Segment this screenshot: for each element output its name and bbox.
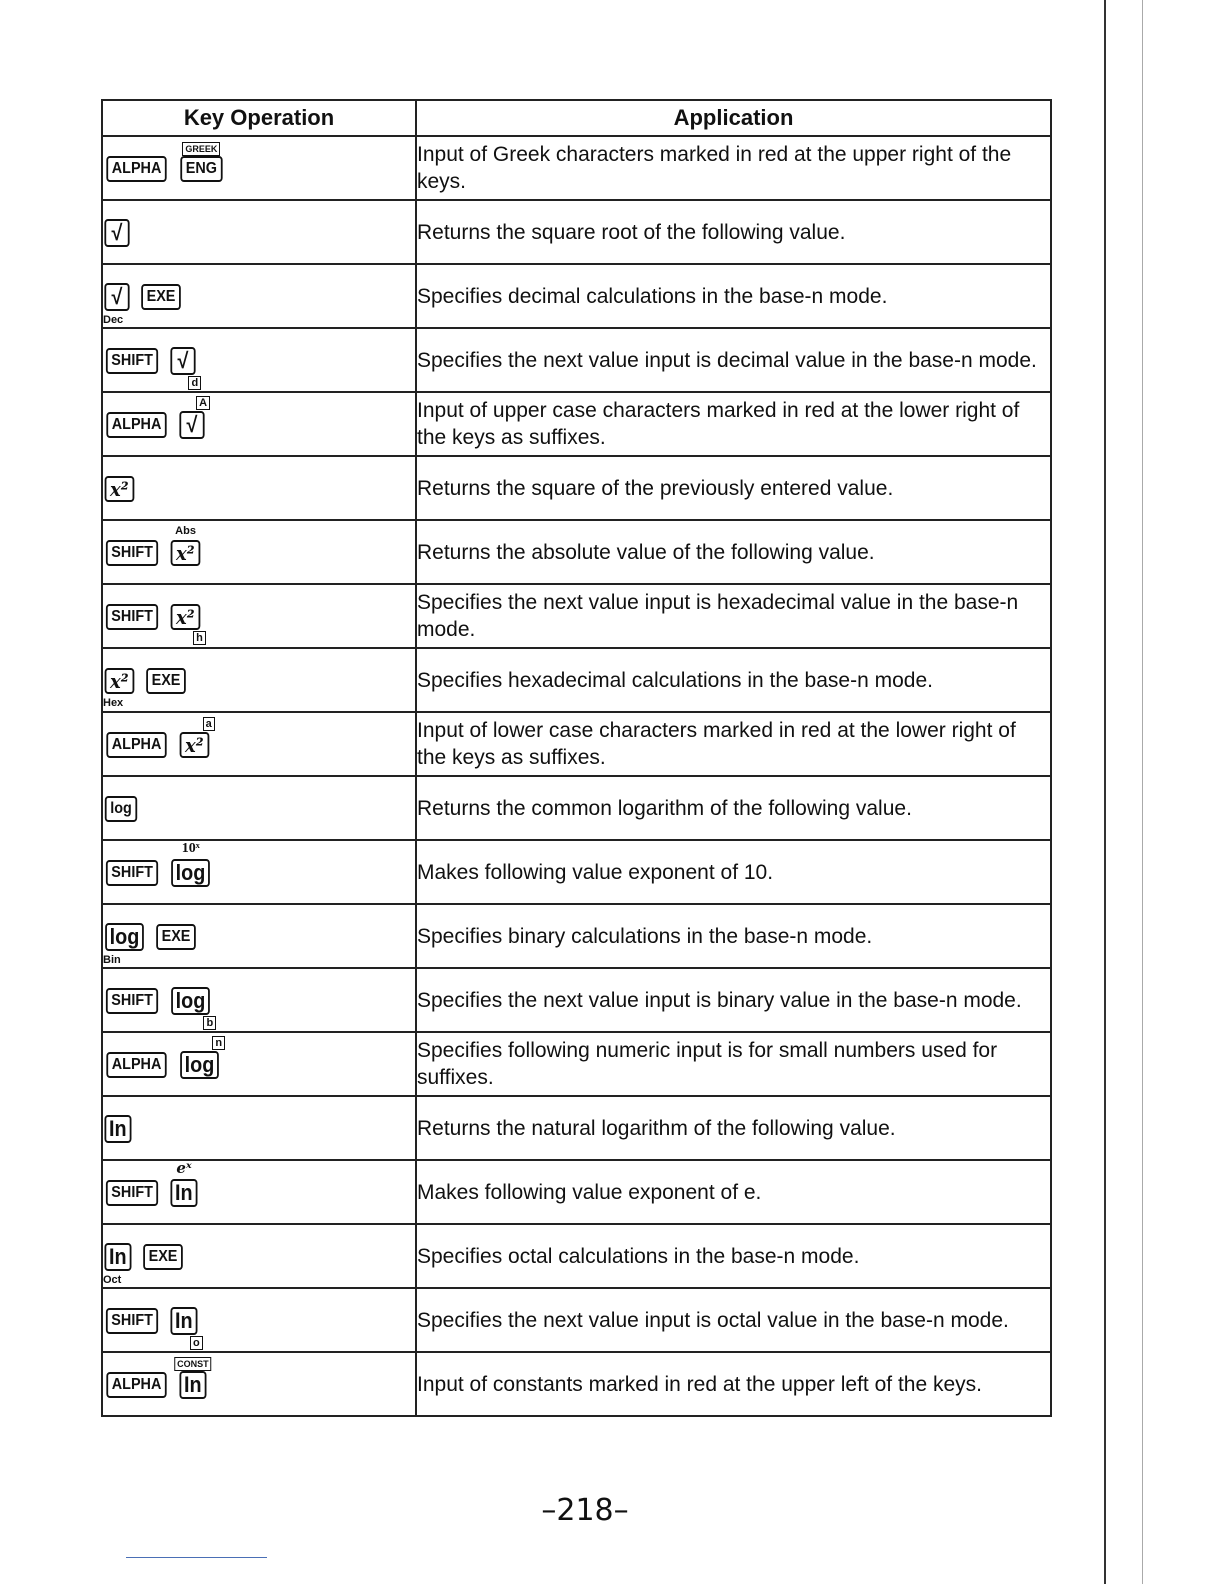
key-sequence-cell [102, 648, 416, 712]
calculator-key: In [104, 1115, 131, 1143]
base-mode-label: Oct [103, 1274, 122, 1286]
calculator-key: x² [171, 540, 200, 566]
key-sequence-cell [102, 840, 416, 904]
key-wrapper [103, 780, 139, 836]
calculator-key: SHIFT [106, 1308, 158, 1334]
application-description: Specifies the next value input is hexadecimal value in the base-n mode. [416, 584, 1051, 648]
key-wrapper [169, 1159, 199, 1221]
calculator-key: ALPHA [106, 1372, 166, 1398]
key-sequence [103, 1227, 415, 1285]
key-sequence [103, 652, 415, 708]
application-description: Input of constants marked in red at the upper left of the keys. [416, 1352, 1051, 1416]
key-sequence-cell [102, 200, 416, 264]
calculator-key: EXE [146, 668, 186, 694]
application-description: Specifies hexadecimal calculations in the base-n mode. [416, 648, 1051, 712]
key-wrapper [144, 652, 188, 708]
key-sequence-cell [102, 1032, 416, 1096]
table-row [102, 456, 1051, 520]
calculator-key: In [104, 1243, 131, 1271]
key-sequence-cell [102, 520, 416, 584]
key-wrapper [141, 1228, 185, 1284]
calculator-key: ALPHA [106, 412, 166, 438]
calculator-key: ALPHA [106, 732, 166, 758]
table-body [102, 136, 1051, 1416]
key-wrapper [103, 460, 136, 516]
key-sequence-cell [102, 1096, 416, 1160]
key-sequence [103, 1291, 415, 1349]
base-mode-label: Bin [103, 954, 121, 966]
calculator-key: x² [180, 732, 209, 758]
calculator-key: x² [105, 668, 134, 694]
calculator-key: In [180, 1371, 207, 1399]
suffix-letter-label: n [212, 1036, 225, 1050]
key-sequence [103, 971, 415, 1029]
calculator-key: SHIFT [106, 604, 158, 630]
calculator-key: ENG [180, 156, 222, 182]
key-sequence [103, 524, 415, 580]
table-row [102, 264, 1051, 328]
application-description: Specifies the next value input is decimal value in the base-n mode. [416, 328, 1051, 392]
key-sequence-cell [102, 1352, 416, 1416]
table-row [102, 520, 1051, 584]
application-description: Returns the square root of the following value. [416, 200, 1051, 264]
key-sequence-cell [102, 456, 416, 520]
key-sequence-cell [102, 392, 416, 456]
application-description: Makes following value exponent of 10. [416, 840, 1051, 904]
header-application: Application [416, 100, 1051, 136]
key-sequence [103, 1355, 415, 1413]
key-sequence-cell [102, 1288, 416, 1352]
alpha-function-label: CONST [174, 1357, 212, 1371]
margin-rule-faint [1142, 0, 1143, 1584]
key-sequence-cell [102, 328, 416, 392]
key-wrapper [178, 1355, 208, 1413]
calculator-key: SHIFT [106, 860, 158, 886]
calculator-key: In [171, 1307, 198, 1335]
calculator-key: log [171, 987, 210, 1015]
key-wrapper [103, 716, 170, 772]
key-sequence [103, 331, 415, 389]
application-description: Returns the absolute value of the following value. [416, 520, 1051, 584]
table-row [102, 776, 1051, 840]
suffix-letter-label: A [196, 396, 210, 410]
suffix-letter-label: d [188, 376, 201, 390]
alpha-function-label: GREEK [182, 142, 220, 156]
key-sequence [103, 267, 415, 325]
application-description: Input of Greek characters marked in red at the upper right of the keys. [416, 136, 1051, 200]
key-sequence [103, 203, 415, 261]
calculator-key: ALPHA [106, 1052, 166, 1078]
shift-function-label: Abs [175, 525, 196, 537]
application-description: Specifies octal calculations in the base-n mode. [416, 1224, 1051, 1288]
key-wrapper [154, 908, 198, 964]
key-wrapper [139, 268, 183, 324]
key-sequence [103, 780, 415, 836]
calculator-key: log [180, 1051, 219, 1079]
base-mode-label: Dec [103, 314, 124, 326]
application-description: Input of upper case characters marked in red at the lower right of the keys as suffixes. [416, 392, 1051, 456]
table-row [102, 840, 1051, 904]
shift-function-label: eˣ [176, 1159, 192, 1177]
key-sequence [103, 140, 415, 196]
suffix-letter-label: h [193, 631, 206, 645]
key-wrapper [103, 907, 146, 965]
header-key-operation: Key Operation [102, 100, 416, 136]
base-mode-label: Hex [103, 697, 124, 709]
key-wrapper [103, 1292, 161, 1348]
shift-function-label: 10ˣ [181, 841, 200, 856]
key-wrapper [169, 524, 202, 580]
key-sequence-cell [102, 584, 416, 648]
table-row [102, 648, 1051, 712]
key-wrapper [169, 1291, 199, 1349]
calculator-key: √ [180, 411, 205, 439]
calculator-key: EXE [156, 924, 196, 950]
application-description: Input of lower case characters marked in red at the lower right of the keys as suffixes. [416, 712, 1051, 776]
suffix-letter-label: o [190, 1336, 203, 1350]
table-row [102, 200, 1051, 264]
calculator-key: EXE [141, 284, 181, 310]
calculator-key: √ [171, 347, 196, 375]
calculator-key: x² [171, 604, 200, 630]
calculator-key: SHIFT [106, 1180, 158, 1206]
calculator-key: log [105, 796, 137, 822]
key-wrapper [103, 396, 170, 452]
key-wrapper [103, 844, 161, 900]
margin-rule [1104, 0, 1106, 1584]
key-sequence-cell [102, 904, 416, 968]
key-sequence [103, 1035, 415, 1093]
application-description: Returns the natural logarithm of the following value. [416, 1096, 1051, 1160]
key-wrapper [103, 1356, 170, 1412]
table-row [102, 712, 1051, 776]
key-wrapper [169, 588, 202, 644]
key-wrapper [103, 588, 161, 644]
suffix-letter-label: b [203, 1016, 216, 1030]
calculator-key: ALPHA [106, 156, 166, 182]
application-description: Returns the square of the previously entered value. [416, 456, 1051, 520]
application-description: Specifies the next value input is octal value in the base-n mode. [416, 1288, 1051, 1352]
application-description: Makes following value exponent of e. [416, 1160, 1051, 1224]
key-wrapper [178, 716, 211, 772]
table-row [102, 1032, 1051, 1096]
page-number: –218– [541, 1493, 629, 1528]
calculator-key: log [171, 859, 210, 887]
application-description: Returns the common logarithm of the following value. [416, 776, 1051, 840]
calculator-key: x² [105, 476, 134, 502]
key-sequence [103, 588, 415, 644]
key-wrapper [103, 1227, 133, 1285]
table-row [102, 1160, 1051, 1224]
key-wrapper [103, 972, 161, 1028]
key-sequence-cell [102, 264, 416, 328]
calculator-key: EXE [143, 1244, 183, 1270]
application-description: Specifies following numeric input is for small numbers used for suffixes. [416, 1032, 1051, 1096]
key-sequence [103, 843, 415, 901]
table-row [102, 1096, 1051, 1160]
table-row [102, 392, 1051, 456]
table-row [102, 584, 1051, 648]
key-sequence-cell [102, 136, 416, 200]
key-wrapper [103, 1099, 133, 1157]
application-description: Specifies decimal calculations in the base-n mode. [416, 264, 1051, 328]
key-sequence [103, 1159, 415, 1221]
suffix-letter-label: a [203, 717, 215, 731]
key-sequence-cell [102, 1160, 416, 1224]
key-wrapper [178, 1035, 221, 1093]
table-header-row [102, 100, 1051, 136]
footnote-rule [126, 1557, 267, 1558]
key-wrapper [103, 203, 131, 261]
calculator-key: √ [104, 219, 129, 247]
key-sequence [103, 460, 415, 516]
key-wrapper [178, 395, 206, 453]
table-row [102, 1288, 1051, 1352]
application-description: Specifies binary calculations in the base-n mode. [416, 904, 1051, 968]
calculator-key: In [171, 1179, 198, 1207]
key-sequence-cell [102, 712, 416, 776]
key-wrapper [103, 652, 136, 708]
key-operation-table [101, 99, 1052, 1417]
calculator-key: log [105, 923, 144, 951]
key-sequence [103, 395, 415, 453]
key-wrapper [103, 140, 170, 196]
table-row [102, 968, 1051, 1032]
key-sequence-cell [102, 1224, 416, 1288]
key-wrapper [178, 140, 225, 196]
key-sequence-cell [102, 968, 416, 1032]
key-wrapper [103, 332, 161, 388]
calculator-key: SHIFT [106, 540, 158, 566]
calculator-key: √ [104, 283, 129, 311]
key-sequence [103, 907, 415, 965]
key-sequence-cell [102, 776, 416, 840]
key-wrapper [169, 843, 212, 901]
calculator-key: SHIFT [106, 348, 158, 374]
key-wrapper [169, 971, 212, 1029]
key-wrapper [103, 524, 161, 580]
key-wrapper [103, 1164, 161, 1220]
table-row [102, 904, 1051, 968]
key-sequence [103, 1099, 415, 1157]
key-wrapper [169, 331, 197, 389]
application-description: Specifies the next value input is binary value in the base-n mode. [416, 968, 1051, 1032]
table-row [102, 136, 1051, 200]
table-row [102, 1224, 1051, 1288]
key-wrapper [103, 267, 131, 325]
table-row [102, 1352, 1051, 1416]
calculator-key: SHIFT [106, 988, 158, 1014]
key-wrapper [103, 1036, 170, 1092]
key-sequence [103, 716, 415, 772]
table-row [102, 328, 1051, 392]
